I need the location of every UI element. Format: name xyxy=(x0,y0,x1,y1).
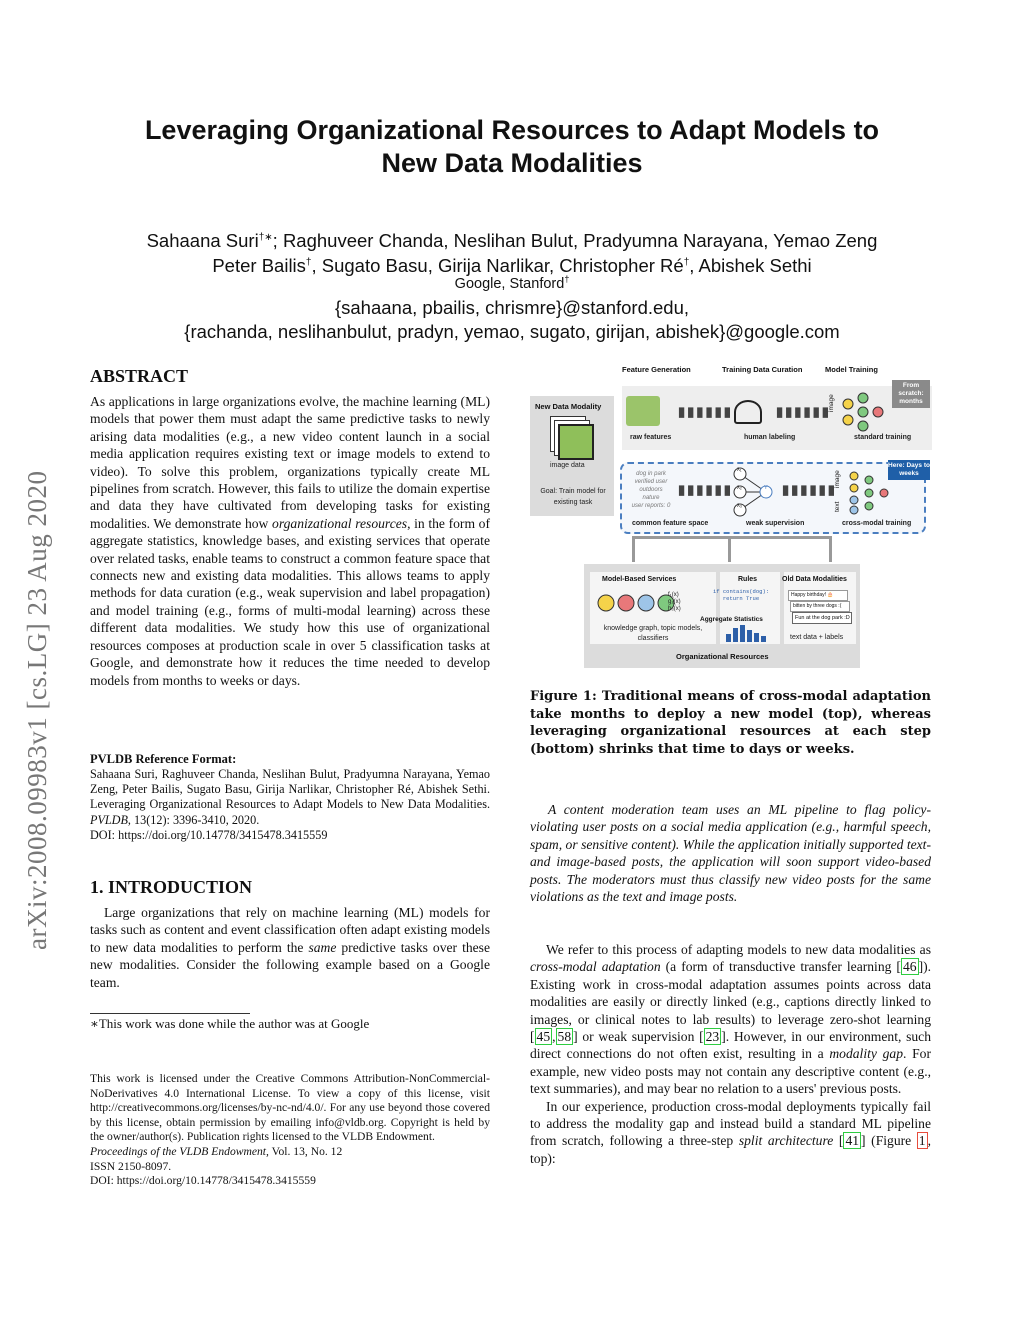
right-body xyxy=(530,941,931,1167)
citation-58[interactable]: 58 xyxy=(557,1029,572,1045)
top-dashes-2: ▮▮▮▮▮▮ xyxy=(776,404,831,419)
cross-modal-training-label: cross-modal training xyxy=(842,520,912,527)
dog-image-icon xyxy=(558,424,594,460)
aggregate-statistics-label: Aggregate Statistics xyxy=(700,616,763,623)
author-list xyxy=(0,227,1024,277)
citation-46[interactable]: 46 xyxy=(902,959,917,975)
bottom-text-label: text xyxy=(834,501,841,512)
proceedings: Proceedings of the VLDB Endowment, Vol. 13, No. 12 xyxy=(90,1144,343,1158)
issn: ISSN 2150-8097. xyxy=(90,1159,172,1173)
author-line-1: Sahaana Suri†∗; Raghuveer Chanda, Neslihan Bulut, Pradyumna Narayana, Yemao Zeng xyxy=(146,230,878,252)
new-data-modality-label: New Data Modality xyxy=(535,402,602,411)
affiliation: Google, Stanford† xyxy=(454,274,570,292)
post-stack: Happy birthday! 🎂 bitten by three dogs :( Fun at the dog park :D xyxy=(788,590,852,630)
figure-1 xyxy=(528,362,932,668)
footnote: ∗This work was done while the author was at Google xyxy=(90,1016,370,1031)
lambda-2: λ₂ xyxy=(737,485,742,491)
title-line-1: Leveraging Organizational Resources to Adapt Models to xyxy=(144,115,880,145)
paragraph-cross-modal: We refer to this process of adapting models to new data modalities as cross-modal adaptation (a form of transductive transfer learning [ 46 ]). Existing work in cross-modal adaptation assumes points across data modalities are easily or directly linked (e.g., captions directly linked to images, or clinical notes to lab results) to leverage zero-shot learning [ 45 , 58 ] or weak supervision [ 23 ]. However, in our environment, such direct connections do not often exist, resulting in a modality gap. For example, new video posts may not contain any descriptive content (e.g., text summaries), and may bear no relation to a users' previous posts. xyxy=(530,942,932,1097)
image-data-label: image data xyxy=(550,462,585,469)
author-emails xyxy=(0,296,1024,344)
human-labeling-label: human labeling xyxy=(744,434,796,441)
title-line-2: New Data Modalities xyxy=(381,148,643,178)
cross-modal-network-icon xyxy=(846,466,892,516)
standard-training-label: standard training xyxy=(854,434,912,441)
example-paragraph: A content moderation team uses an ML pipeline to flag policy-violating user posts on a social media application (e.g., harmful speech, spam, or sensitive content). While the application initially supported text- and image-based posts, the application will soon support video-based posts. The moderators must thus classify new video posts for the same violations as the text and image posts. xyxy=(530,802,931,905)
top-image-label: image xyxy=(828,394,835,412)
human-labeler-icon xyxy=(734,400,762,424)
introduction-heading: 1. INTRODUCTION xyxy=(90,877,253,897)
bottom-image-label: image xyxy=(834,470,841,488)
abstract-section xyxy=(90,366,490,689)
col-model-training: Model Training xyxy=(825,365,878,374)
common-feature-space-label: common feature space xyxy=(632,520,709,527)
text-data-labels: text data + labels xyxy=(790,634,844,641)
raw-features-label: raw features xyxy=(630,434,672,441)
email-line-1: {sahaana, pbailis, chrismre}@stanford.edu, xyxy=(334,297,690,318)
organizational-resources-label: Organizational Resources xyxy=(676,652,769,661)
old-modalities-label: Old Data Modalities xyxy=(782,576,847,583)
example-features: dog in park verified user outdoors nature user reports: 0 xyxy=(631,471,671,509)
connector-center xyxy=(728,536,731,562)
weak-supervision-graph xyxy=(728,466,784,522)
license-doi: DOI: https://doi.org/10.14778/3415478.3415559 xyxy=(90,1174,316,1188)
rules-label: Rules xyxy=(738,576,758,583)
arxiv-identifier: arXiv:2008.09983v1 [cs.LG] 23 Aug 2020 xyxy=(22,470,52,950)
connector-arrows xyxy=(632,536,832,562)
function-labels: f₁(x) g₂(x) h₃(x) xyxy=(668,592,681,612)
email-line-2: {rachanda, neslihanbulut, pradyn, yemao, sugato, girijan, abishek}@google.com xyxy=(184,321,840,342)
license-text: This work is licensed under the Creative Commons Attribution-NonCommercial-NoDerivatives 4.0 International License. To view a copy of this license, visit http://creativecommons.org/licenses/by-nc-nd/4.0/. For any use beyond those covered by this license, obtain permission by emailing info@vldb.org. Copyright is held by the owner/author(s). Publication rights licensed to the VLDB Endowment. xyxy=(90,1072,490,1144)
weak-supervision-label: weak supervision xyxy=(746,520,805,527)
citation-23[interactable]: 23 xyxy=(705,1029,720,1045)
introduction-section xyxy=(90,877,490,991)
label-y: Y xyxy=(764,485,768,491)
lambda-1: λ₁ xyxy=(737,467,742,473)
paper-title xyxy=(0,114,1024,180)
aggregate-histogram-icon xyxy=(724,624,776,642)
bottom-dashes-1: ▮▮▮▮▮▮ xyxy=(678,482,733,497)
here-tag: Here: Days to weeks xyxy=(888,460,930,480)
goal-label: Goal: Train model for existing task xyxy=(540,488,606,506)
introduction-text: Large organizations that rely on machine learning (ML) models for tasks such as content and event classification often adapt existing models to new data modalities to perform the same predictive tasks over these new modalities. Consider the following example based on a Google team. xyxy=(90,905,490,990)
from-scratch-tag: From scratch: months xyxy=(892,380,930,408)
license-block xyxy=(90,1072,490,1189)
reference-heading: PVLDB Reference Format: xyxy=(90,752,237,766)
rule-code: if contains(dog): return True xyxy=(712,588,770,602)
lambda-3: λ₃ xyxy=(737,503,742,509)
top-dashes-1: ▮▮▮▮▮▮ xyxy=(678,404,733,419)
abstract-text: As applications in large organizations evolve, the machine learning (ML) models that power them must adapt the same predictive tasks to newly arising data modalities (e.g., a new video content launch in a social media application requires existing text or image models to extend to video). To solve this problem, organizations typically create ML pipelines from scratch. However, this fails to utilize the domain expertise and data they have cultivated from developing tasks for existing modalities. We demonstrate how organizational resources, in the form of aggregate statistics, knowledge bases, and existing services that operate over related tasks, enable teams to construct a common feature space that connects new and existing data modalities. This allows teams to apply methods for data curation (e.g., weak supervision and label propagation) and model training (e.g., forms of multi-modal learning) across these different data modalities. We study how this use of organizational resources composes at production scale in over 5 classification tasks at Google, and demonstrate how it reduces the time needed to develop models from months to weeks or days. xyxy=(90,394,491,688)
figure-1-link[interactable]: 1 xyxy=(918,1133,926,1149)
bottom-dashes-2: ▮▮▮▮▮▮ xyxy=(782,482,837,497)
paragraph-experience: In our experience, production cross-modal deployments typically fail to address the modality gap and instead build a standard ML pipeline from scratch, following a three-step split architecture [ 41 ] (Figure 1 , top): xyxy=(530,1098,931,1166)
top-network-icon xyxy=(840,390,886,434)
figure-caption: Figure 1: Traditional means of cross-modal adaptation take months to deploy a new model (top), whereas leveraging organizational resources at each step (bottom) shrinks that time to days or weeks. xyxy=(530,689,931,757)
reference-doi: DOI: https://doi.org/10.14778/3415478.3415559 xyxy=(90,827,328,842)
citation-41[interactable]: 41 xyxy=(845,1133,860,1149)
model-services-label: Model-Based Services xyxy=(602,576,677,583)
col-feature-generation: Feature Generation xyxy=(622,365,691,374)
reference-text: Sahaana Suri, Raghuveer Chanda, Neslihan Bulut, Pradyumna Narayana, Yemao Zeng, Peter Bailis, Sugato Basu, Girija Narlikar, Christopher Ré, Abishek Sethi. Leveraging Organizational Resources to Adapt Models to New Data Modalities. PVLDB, 13(12): 3396-3410, 2020. xyxy=(90,767,490,827)
raw-image-icon xyxy=(626,396,660,426)
footnote-rule xyxy=(90,1013,250,1014)
citation-45[interactable]: 45 xyxy=(536,1029,551,1045)
author-line-2: Peter Bailis†, Sugato Basu, Girija Narlikar, Christopher Ré†, Abishek Sethi xyxy=(212,255,812,277)
reference-format xyxy=(90,752,490,843)
kg-description: knowledge graph, topic models, classifiers xyxy=(603,625,703,642)
col-training-data: Training Data Curation xyxy=(722,365,803,374)
abstract-heading: ABSTRACT xyxy=(90,366,189,386)
